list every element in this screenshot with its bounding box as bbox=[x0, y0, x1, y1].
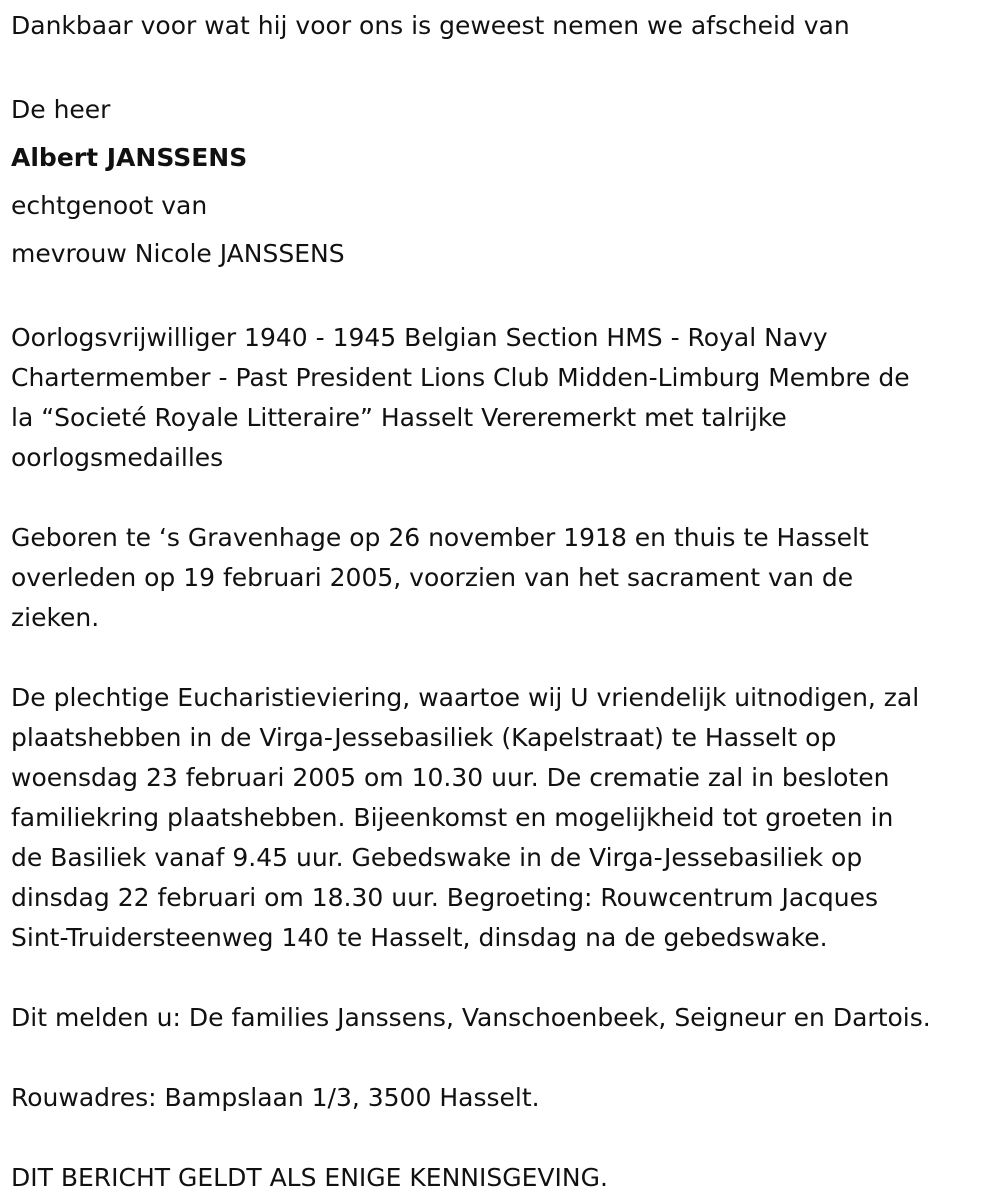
ceremony-line: de Basiliek vanaf 9.45 uur. Gebedswake in de Virga-Jessebasiliek op bbox=[11, 843, 863, 872]
birth-death-paragraph bbox=[11, 518, 996, 638]
spouse-name: mevrouw Nicole JANSSENS bbox=[11, 239, 345, 268]
spacer bbox=[11, 46, 996, 86]
deceased-name: Albert JANSSENS bbox=[11, 143, 248, 172]
honors-line: Oorlogsvrijwilliger 1940 - 1945 Belgian Section HMS - Royal Navy bbox=[11, 323, 828, 352]
birth-death-line: overleden op 19 februari 2005, voorzien van het sacrament van de bbox=[11, 563, 854, 592]
honors-line: Chartermember - Past President Lions Club Midden-Limburg Membre de bbox=[11, 363, 910, 392]
funeral-notice bbox=[11, 0, 996, 1198]
intro-text: Dankbaar voor wat hij voor ons is geweest nemen we afscheid van bbox=[11, 11, 850, 40]
spacer bbox=[11, 958, 996, 998]
birth-death-line: zieken. bbox=[11, 603, 100, 632]
ceremony-line: plaatshebben in de Virga-Jessebasiliek (Kapelstraat) te Hasselt op bbox=[11, 723, 837, 752]
spacer bbox=[11, 1118, 996, 1158]
relation-text: echtgenoot van bbox=[11, 191, 208, 220]
salutation: De heer bbox=[11, 95, 111, 124]
ceremony-line: woensdag 23 februari 2005 om 10.30 uur. De crematie zal in besloten bbox=[11, 763, 890, 792]
honors-line: la “Societé Royale Litteraire” Hasselt Vereremerkt met talrijke bbox=[11, 403, 787, 432]
ceremony-paragraph bbox=[11, 678, 996, 958]
ceremony-line: familiekring plaatshebben. Bijeenkomst en mogelijkheid tot groeten in bbox=[11, 803, 894, 832]
families-text: Dit melden u: De families Janssens, Vanschoenbeek, Seigneur en Dartois. bbox=[11, 1003, 931, 1032]
mourning-address: Rouwadres: Bampslaan 1/3, 3500 Hasselt. bbox=[11, 1083, 540, 1112]
spacer bbox=[11, 478, 996, 518]
spacer bbox=[11, 1038, 996, 1078]
name-block bbox=[11, 86, 996, 278]
ceremony-line: Sint-Truidersteenweg 140 te Hasselt, dinsdag na de gebedswake. bbox=[11, 923, 828, 952]
ceremony-line: dinsdag 22 februari om 18.30 uur. Begroeting: Rouwcentrum Jacques bbox=[11, 883, 879, 912]
spacer bbox=[11, 638, 996, 678]
spacer bbox=[11, 278, 996, 318]
honors-paragraph bbox=[11, 318, 996, 478]
birth-death-line: Geboren te ‘s Gravenhage op 26 november 1918 en thuis te Hasselt bbox=[11, 523, 869, 552]
closing-statement: DIT BERICHT GELDT ALS ENIGE KENNISGEVING. bbox=[11, 1163, 608, 1192]
honors-line: oorlogsmedailles bbox=[11, 443, 224, 472]
ceremony-line: De plechtige Eucharistieviering, waartoe wij U vriendelijk uitnodigen, zal bbox=[11, 683, 920, 712]
